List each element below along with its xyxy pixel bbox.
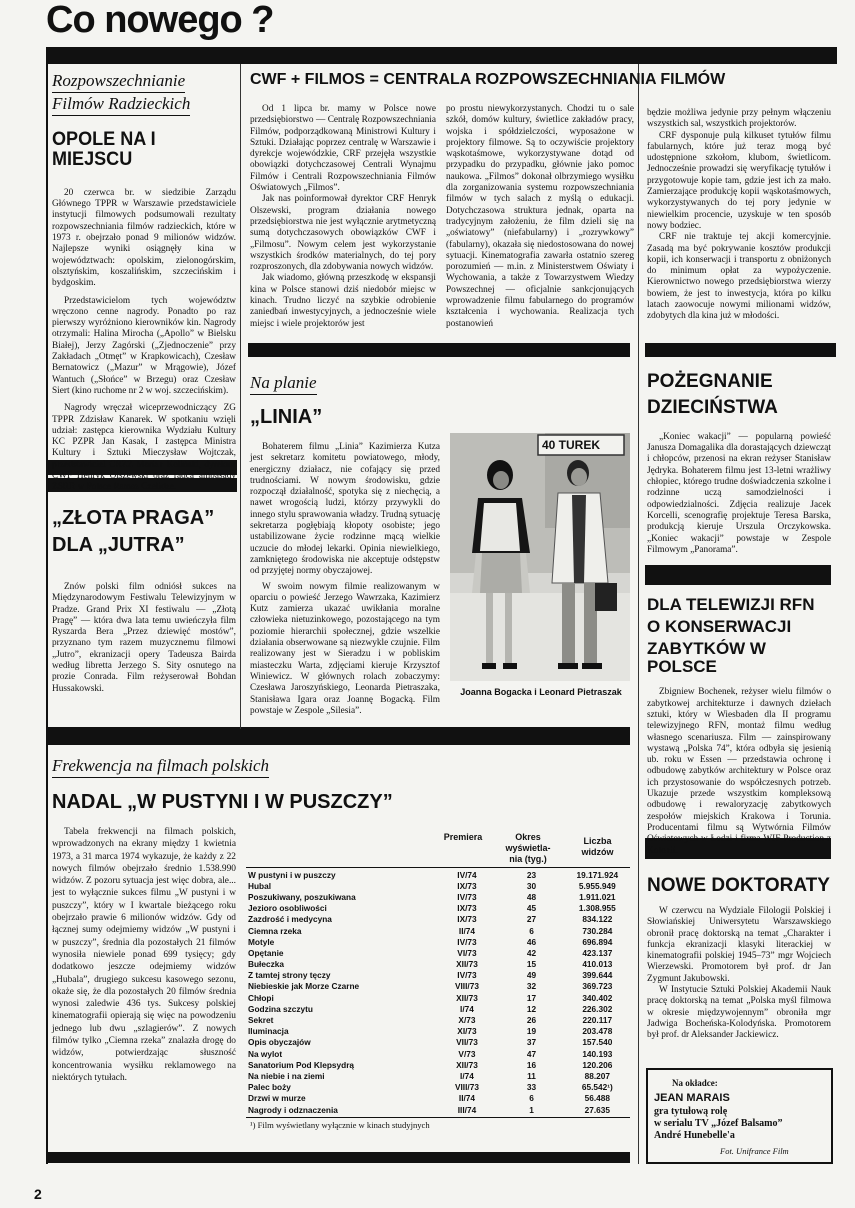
header-okres-1: Okres <box>515 832 541 842</box>
cwf-col-1 <box>250 104 436 330</box>
premiere-cell: II/74 <box>458 1093 476 1104</box>
table-footnote: ¹) Film wyświetlany wyłącznie w kinach studyjnych <box>250 1120 430 1130</box>
doktoraty-section <box>647 876 831 1042</box>
frekwencja-title: NADAL „W PUSTYNI I W PUSZCZY” <box>52 791 393 813</box>
weeks-cell: 12 <box>526 1003 537 1014</box>
frekwencja-table <box>246 869 630 1115</box>
linia-kicker: Na planie <box>250 372 317 395</box>
film-title-cell: Chłopi <box>248 992 274 1003</box>
pozegnanie-title-1: POŻEGNANIE <box>647 371 773 392</box>
premiere-cell: IX/73 <box>457 880 477 891</box>
header-liczba-2: widzów <box>581 847 614 857</box>
top-rule <box>46 47 837 64</box>
viewers-cell: 1.308.955 <box>578 903 616 914</box>
header-premiera: Premiera <box>443 832 483 842</box>
premiere-cell: XII/73 <box>456 992 478 1003</box>
rfn-title-2: O KONSERWACJI <box>647 616 792 636</box>
table-row <box>246 1070 630 1081</box>
weeks-cell: 19 <box>526 1026 537 1037</box>
header-liczba-1: Liczba <box>583 836 612 846</box>
viewers-cell: 220.117 <box>582 1015 613 1026</box>
weeks-cell: 49 <box>526 970 537 981</box>
weeks-cell: 27 <box>526 914 537 925</box>
rfn-body <box>647 687 831 856</box>
film-title-cell: Opis obyczajów <box>248 1037 311 1048</box>
viewers-cell: 369.723 <box>582 981 613 992</box>
viewers-cell: 5.955.949 <box>578 880 616 891</box>
column-divider <box>240 64 241 729</box>
table-row <box>246 914 630 925</box>
bottom-rule <box>46 1152 630 1163</box>
weeks-cell: 32 <box>526 981 537 992</box>
praga-section <box>52 508 236 695</box>
photo-caption: Joanna Bogacka i Leonard Pietraszak <box>460 687 622 697</box>
rfn-title-1: DLA TELEWIZJI RFN <box>647 595 815 614</box>
paragraph: Od 1 lipca br. mamy w Polsce nowe przedsiębiorstwo — Centralę Rozpowszechniania Filmów, podporządkowaną Ministrowi Kultury i Sztuki. Działając poprzez centralę w Warszawie i dyrekcje wojewódzkie, CRF przejęła wszystkie obowiązki dotychczasowej Centrali Wynajmu Filmów i Centrali Rozpowszechniania Filmów Oświatowych „Filmos”. <box>250 104 436 194</box>
doktoraty-title: NOWE DOKTORATY <box>647 875 830 896</box>
film-title-cell: Poszukiwany, poszukiwana <box>248 891 356 902</box>
doktoraty-body <box>647 906 831 1042</box>
paragraph: CRF dysponuje pulą kilkuset tytułów filmu fabularnych, które już teraz mogą być udostępnione szkołom, klubom, świetlicom. Jednocześnie prowadzi się weryfikację tytułów i przygotowuje kopie tam, gdzie jest ich za mało. Zamierzające produkcję kopii wąskotaśmowych, wykorzystywanych do tej pory jedynie w niewielkim procencie, uzyskuje w ten sposób nowy bodziec. <box>647 130 831 231</box>
frekwencja-table-wrap <box>246 869 630 1115</box>
table-row <box>246 1059 630 1070</box>
paragraph: W swoim nowym filmie realizowanym w oparciu o powieść Jerzego Wawrzaka, Kazimierz Kutz zamierza ukazać uwikłania moralne człowieka nietuzinkowego, pozostającego na tym poziomie hierarchii społecznej, gdzie wszelkie działania obserwowane są niezwykle czujnie. Film realizowany jest w Sieradzu i w pobliskim miasteczku Warta, zdjęciami kieruje Krzysztof Winiewicz. W głównych rolach zobaczymy: Czesława Jaroszyńskiego, Leonarda Pietraszaka, Stanisława Igara oraz Joannę Bogacką. Film powstaje w Zespole „Silesia”. <box>250 581 440 716</box>
paragraph: W czerwcu na Wydziale Filologii Polskiej i Słowiańskiej Uniwersytetu Warszawskiego obronił pracę doktorską na temat „Charakter i funkcja ekranizacji klasyki literackiej w kinematografii polskiej 1945–73” mgr Wojciech Wierzewski. Promotorem był prof. dr Jan Zygmunt Jakubowski. <box>647 905 831 984</box>
table-row <box>246 981 630 992</box>
opole-title: OPOLE NA I MIEJSCU <box>52 129 156 170</box>
table-row <box>246 1003 630 1014</box>
weeks-cell: 46 <box>526 936 537 947</box>
viewers-cell: 730.284 <box>582 925 613 936</box>
header-okres-2: wyświetla- <box>505 843 551 853</box>
film-title-cell: Godzina szczytu <box>248 1003 314 1014</box>
premiere-cell: II/74 <box>458 925 476 936</box>
weeks-cell: 47 <box>526 1048 537 1059</box>
paragraph: Znów polski film odniósł sukces na Międzynarodowym Festiwalu Telewizyjnym w Pradze. Grand Prix XI festiwalu — „Złotą Pragę” — która dwa lata temu uwieńczyła film Ryszarda Bera „Przez dziewięć mostów”, przyznano tym razem muzycznemu filmowi „Jutro”, ekranizacji opery Tadeusza Bairda według libretta Jerzego S. Sity osnutego na prozie Conrada. Film reżyserował Bohdan Hussakowski. <box>52 582 236 694</box>
premiere-cell: XI/73 <box>457 1026 477 1037</box>
viewers-cell: 410.013 <box>582 959 613 970</box>
premiere-cell: III/74 <box>457 1104 477 1115</box>
paragraph: W Instytucie Sztuki Polskiej Akademii Nauk pracę doktorską na temat „Polska myśl filmowa w okresie międzywojennym” obroniła mgr Jadwiga Bocheńska-Kolodyńska. Promotorem był prof. dr Aleksander Jackiewicz. <box>647 985 831 1041</box>
film-title-cell: Bułeczka <box>248 959 284 970</box>
film-title-cell: Ciemna rzeka <box>248 925 302 936</box>
weeks-cell: 11 <box>527 1070 536 1081</box>
film-title-cell: Hubal <box>248 880 272 891</box>
weeks-cell: 33 <box>526 1082 537 1093</box>
paragraph: po prostu niewykorzystanych. Chodzi tu o sale szkół, domów kultury, świetlice zakładów pracy, wojska i spółdzielczości, wyposażone w projektory filmowe. Są to oczywiście projektory wąskotaśmowe, wykorzystywane dotąd od przypadku do przypadku, głównie jako pomoc naukowa. „Filmos” dokonał olbrzymiego wysiłku dla zorganizowania systemu rozpowszechniania filmów w tych salach z myślą o edukacji. Dotychczasowa struktura jednak, oparta na tradycyjnym założeniu, że film dzieli się na „oświatowy” (niefabularny) i „rozrywkowy” (fabularny), okazała się niedostosowana do nowej sytuacji. Kinematografia zawarła ostatnio szereg porozumień — m.in. z Ministerstwem Oświaty i Wychowania, a także z Towarzystwem Wiedzy Powszechnej — oficjalnie sankcjonujących wprowadzenie filmu fabularnego do programów kształcenia i wychowania. Realizacja tych postanowień <box>446 104 634 329</box>
rfn-title-3: ZABYTKÓW W POLSCE <box>647 638 766 676</box>
film-title-cell: Sekret <box>248 1015 274 1026</box>
premiere-cell: VIII/73 <box>454 1082 479 1093</box>
film-title-cell: Na wylot <box>248 1048 283 1059</box>
header-okres-3: nia (tyg.) <box>509 854 547 864</box>
table-row <box>246 1037 630 1048</box>
table-header-rule <box>246 867 630 868</box>
opole-kicker-2: Filmów Radzieckich <box>52 93 190 116</box>
weeks-cell: 45 <box>526 903 537 914</box>
cwf-col-2 <box>446 104 634 330</box>
paragraph: Zbigniew Bochenek, reżyser wielu filmów o zabytkowej architekturze i dawnych dziełach sztuki, który w Wiesbaden dla II programu telewizyjnego RFN, montaż filmu według własnego scenariusza. Film — zainspirowany wystawą „Polska 74”, która odbyła się jesienią ub. roku w Essen — przedstawia ochronę i odbudowę zabytków architektury w Polsce oraz ich przystosowanie do współczesnych potrzeb. Ukazuje przede wszystkim kompleksową odbudowę i rewaloryzację zabytkowych zespołów miejskich Krakowa i Torunia. Producentami filmu są Wytwórnia Filmów Oświatowych w Łodzi i firma WIF Production z Kolonii. <box>647 687 831 856</box>
viewers-cell: 27.635 <box>584 1104 611 1115</box>
weeks-cell: 15 <box>526 959 537 970</box>
cover-name: JEAN MARAIS <box>654 1092 730 1104</box>
table-row <box>246 1082 630 1093</box>
photo-illustration <box>450 433 630 681</box>
weeks-cell: 17 <box>526 992 537 1003</box>
opole-body <box>52 188 236 494</box>
film-title-cell: Iluminacja <box>248 1026 289 1037</box>
film-title-cell: Na niebie i na ziemi <box>248 1070 325 1081</box>
left-border <box>46 64 48 1164</box>
viewers-cell: 140.193 <box>582 1048 613 1059</box>
linia-title: „LINIA” <box>250 406 323 428</box>
viewers-cell: 19.171.924 <box>576 869 619 880</box>
cover-line-2: w serialu TV „Józef Balsamo” <box>654 1118 783 1129</box>
film-title-cell: Opętanie <box>248 947 284 958</box>
photo-road-sign: 40 TUREK <box>542 438 601 452</box>
premiere-cell: I/74 <box>460 1070 474 1081</box>
table-row <box>246 992 630 1003</box>
table-row <box>246 891 630 902</box>
paragraph: Nagrody wręczał wiceprzewodniczący ZG TPPR Zdzisław Kanarek. W spotkaniu wzięli udział: zastępca kierownika Wydziału Kultury KC PZPR Jan Kasak, I zastępca Ministra Kultury i Sztuki Mieczysław Wojtczak, przedstawiciel CRZZ Marian Koliński, dyrektor CWF Henryk Olszewski oraz radca ambasady ZSRR w Polsce Ramaz Czelidze. <box>52 403 236 493</box>
premiere-cell: IV/74 <box>457 869 477 880</box>
linia-body <box>250 442 440 717</box>
table-row <box>246 959 630 970</box>
weeks-cell: 23 <box>526 869 537 880</box>
premiere-cell: IV/73 <box>457 970 477 981</box>
table-row <box>246 970 630 981</box>
film-title-cell: Z tamtej strony tęczy <box>248 970 331 981</box>
film-title-cell: Sanatorium Pod Klepsydrą <box>248 1059 355 1070</box>
premiere-cell: XII/73 <box>456 1059 478 1070</box>
film-still-photo <box>450 433 630 681</box>
viewers-cell: 834.122 <box>582 914 613 925</box>
column-divider <box>638 64 639 1164</box>
center-rule <box>248 343 630 357</box>
table-footer-rule <box>246 1117 630 1118</box>
paragraph: Bohaterem filmu „Linia” Kazimierza Kutza jest sekretarz komitetu powiatowego, młody, energiczny działacz, nie cofający się przed trudnościami. W nowym środowisku, gdzie rozpoczął działalność, spotyka się z niechęcią, a nawet wrogością ludzi, którzy przywykli do innego stylu sprawowania władzy. Trudną sytuację sekretarza pogłębiają kłopoty osobiste; jego ustabilizowane życie rodzinne mącą wielkie uczucie do młodej lekarki. Opinia niewielkiego, zamkniętego środowiska nie akceptuje odstępstw od przyjętej normy obyczajowej. <box>250 442 440 577</box>
paragraph: będzie możliwa jedynie przy pełnym włączeniu wszystkich sal, wszystkich projektorów. <box>647 108 831 130</box>
weeks-cell: 37 <box>526 1037 537 1048</box>
mid-rule <box>46 727 630 745</box>
paragraph: Jak nas poinformował dyrektor CRF Henryk Olszewski, program działania nowego przedsiębiorstwa nie jest wyłącznie arytmetyczną sumą dotychczasowych obowiązków CWF i „Filmosu”. Nowym celem jest wykorzystanie wszystkich środków materialnych, do tej pory rozproszonych, dla zdobywania nowych widzów. <box>250 194 436 273</box>
film-title-cell: Motyle <box>248 936 275 947</box>
premiere-cell: VI/73 <box>457 947 477 958</box>
weeks-cell: 6 <box>529 1093 534 1104</box>
table-row <box>246 880 630 891</box>
premiere-cell: I/74 <box>460 1003 474 1014</box>
table-row <box>246 1048 630 1059</box>
weeks-cell: 6 <box>529 925 534 936</box>
masthead: Co nowego ? <box>46 0 274 41</box>
linia-section <box>250 372 440 717</box>
premiere-cell: IV/73 <box>457 936 477 947</box>
film-title-cell: Nagrody i odznaczenia <box>248 1104 338 1115</box>
rfn-section <box>647 596 831 857</box>
table-row <box>246 903 630 914</box>
weeks-cell: 42 <box>526 947 537 958</box>
cwf-title: CWF + FILMOS = CENTRALA ROZPOWSZECHNIANIA FILMÓW <box>250 71 726 88</box>
paragraph: 20 czerwca br. w siedzibie Zarządu Głównego TPPR w Warszawie przedstawiciele instytucji filmowych podsumowali rezultaty rozpowszechniania filmów radzieckich, które w 1973 r. obejrzało ponad 9 milionów widzów. Najlepsze wyniki osiągnęły kina w województwach: opolskim, zielonogórskim, olsztyńskim, koszalińskim, szczecińskim i bydgoskim. <box>52 187 236 289</box>
pozegnanie-section <box>647 372 831 556</box>
table-row <box>246 1026 630 1037</box>
praga-body <box>52 582 236 695</box>
premiere-cell: VII/73 <box>456 1037 478 1048</box>
viewers-cell: 399.644 <box>582 970 613 981</box>
table-row <box>246 936 630 947</box>
cover-label: Na okładce: <box>672 1078 718 1088</box>
premiere-cell: X/73 <box>458 1015 476 1026</box>
frekwencja-kicker: Frekwencja na filmach polskich <box>52 755 269 778</box>
film-title-cell: Palec boży <box>248 1082 291 1093</box>
viewers-cell: 88.207 <box>584 1070 611 1081</box>
film-title-cell: Niebieskie jak Morze Czarne <box>248 981 360 992</box>
paragraph: Jak wiadomo, główną przeszkodę w ekspansji kina w Polsce stanowi dziś niedobór miejsc w kinach. Trudno liczyć na szybkie odrobienie zaniedbań inwestycyjnych, a jednocześnie wiele miejsc i wiele projektorów jest <box>250 273 436 329</box>
viewers-cell: 423.137 <box>582 947 613 958</box>
cover-line-3: André Hunebelle'a <box>654 1130 735 1141</box>
table-row <box>246 869 630 880</box>
weeks-cell: 30 <box>526 880 537 891</box>
page-number: 2 <box>34 1186 42 1202</box>
viewers-cell: 56.488 <box>584 1093 611 1104</box>
viewers-cell: 340.402 <box>582 992 613 1003</box>
premiere-cell: IX/73 <box>457 903 477 914</box>
praga-title-1: „ZŁOTA PRAGA” <box>52 507 215 529</box>
praga-title-2: DLA „JUTRA” <box>52 534 185 556</box>
right-rule-2 <box>645 565 831 585</box>
pozegnanie-title-2: DZIECIŃSTWA <box>647 396 778 418</box>
cwf-col-3 <box>647 108 831 323</box>
opole-kicker-1: Rozpowszechnianie <box>52 70 185 93</box>
viewers-cell: 203.478 <box>582 1026 613 1037</box>
pozegnanie-body <box>647 432 831 556</box>
right-rule-1 <box>645 343 836 357</box>
frekwencja-body <box>52 826 236 1084</box>
viewers-cell: 120.206 <box>582 1059 613 1070</box>
film-title-cell: Zazdrość i medycyna <box>248 914 332 925</box>
cover-info-box <box>646 1068 833 1164</box>
table-row <box>246 1093 630 1104</box>
paragraph: Przedstawicielom tych województw wręczono cenne nagrody. Ponadto po raz pierwszy wyróżniono kierowników kin. Nagrody otrzymali: Halina Mirocha („Apollo” w Bielsku Białej), Jerzy Zagórski („Zjednoczenie” przy Zakładach „Otmęt” w Krapkowicach), Czesław Bernatowicz („Mazur” w Mrągowie), Józef Wantuch („Słońce” w Brzegu) oraz Czesław Siert (kino ruchome nr 2 w woj. szczecińskim). <box>52 295 236 396</box>
paragraph: „Koniec wakacji” — popularną powieść Janusza Domagalika dla dorastających dziewcząt i chłopców, przenosi na ekran reżyser Stanisław Jędryka. Bohaterem filmu jest 13-letni wrażliwy chłopiec, którego trudne doświadczenia szkolne i rodzinne uczą samodzielności i odpowiedzialności. Zdjęcia realizuje Jacek Korcelli, scenografię projektuje Teresa Barska, produkcją kieruje Urszula Orczykowska. „Koniec wakacji” powstaje w Zespole Filmowym „Panorama”. <box>647 431 831 555</box>
premiere-cell: IX/73 <box>457 914 477 925</box>
weeks-cell: 1 <box>529 1104 534 1115</box>
table-row <box>246 1014 630 1025</box>
viewers-cell: 226.302 <box>582 1003 613 1014</box>
table-row <box>246 925 630 936</box>
viewers-cell: 65.542¹) <box>581 1082 613 1093</box>
cover-credit: Fot. Unifrance Film <box>720 1146 789 1156</box>
table-row <box>246 947 630 958</box>
premiere-cell: VIII/73 <box>454 981 479 992</box>
viewers-cell: 157.540 <box>582 1037 613 1048</box>
viewers-cell: 696.894 <box>582 936 613 947</box>
film-title-cell: Drzwi w murze <box>248 1093 306 1104</box>
table-row <box>246 1104 630 1115</box>
premiere-cell: V/73 <box>458 1048 476 1059</box>
film-title-cell: W pustyni i w puszczy <box>248 869 336 880</box>
paragraph: Tabela frekwencji na filmach polskich, wprowadzonych na ekrany między 1 kwietnia 1973, a 31 marca 1974 wykazuje, że każdy z 22 nowych filmów obejrzało średnio 1.538.990 widzów. Z pozoru sytuacja jest więc dobra, ale... jest to wyłącznie sukces filmu „W pustyni i w puszczy”, który w I kwartale bieżącego roku obejrzało prawie 6 milionów widzów. Gdy od łącznej sumy odejmiemy widzów „W pustyni i w puszczy”, średnia dla pozostałych 21 filmów wynosiła niewiele ponad 699 tysięcy; gdy dodatkowo jeszcze odejmiemy widzów „Hubala”, drugiego sukcesu kasowego sezonu, okaże się, że dla pozostałych 20 filmów średnia wynosi zaledwie 436 tys. Sukcesy polskiej kinematografii opierają się więc na powodzeniu jednego lub dwu „szlagierów”. Z nowych filmów tylko „Ciemna rzeka” znalazła drogę do widzów, potwierdzając słuszność koncentrowania wysiłku reklamowego na niektórych tytułach. <box>52 827 236 1083</box>
premiere-cell: XII/73 <box>456 959 478 970</box>
weeks-cell: 48 <box>526 891 537 902</box>
film-title-cell: Jezioro osobliwości <box>248 903 327 914</box>
weeks-cell: 26 <box>526 1015 537 1026</box>
cover-line-1: gra tytułową rolę <box>654 1106 728 1117</box>
premiere-cell: IV/73 <box>457 891 477 902</box>
frekwencja-section <box>52 755 632 813</box>
paragraph: CRF nie traktuje tej akcji komercyjnie. Zasadą ma być pokrywanie kosztów produkcji kopii, ich konserwacji i transportu z obniżonych do minimum opłat za wypożyczenie. Kierownictwo nowego przedsiębiorstwa wierzy bowiem, że jest to inwestycja, która po kilku latach zaowocuje nowymi milionami widzów, zdobytych dla kina już w młodości. <box>647 232 831 322</box>
opole-section <box>52 70 236 494</box>
weeks-cell: 16 <box>526 1059 537 1070</box>
viewers-cell: 1.911.021 <box>579 891 616 902</box>
